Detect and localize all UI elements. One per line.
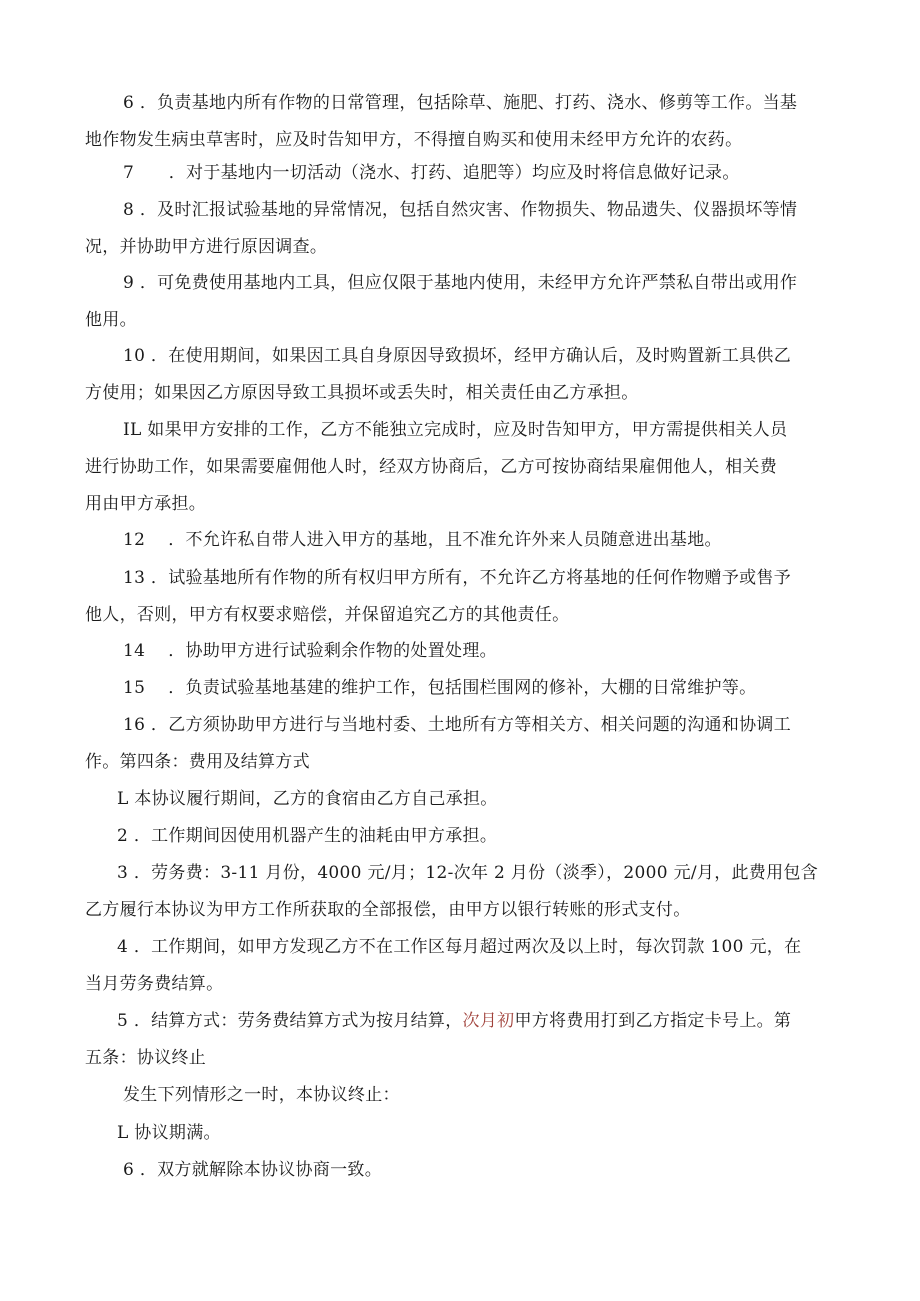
clause-9 [85,265,839,339]
text-line: L 本协议履行期间，乙方的食宿由乙方自己承担。 [117,789,498,809]
text-line: 16 ．乙方须协助甲方进行与当地村委、土地所有方等相关方、相关问题的沟通和协调工 [123,715,792,735]
clause-10 [85,338,839,412]
clause-12 [85,522,839,559]
text-line: 作。第四条：费用及结算方式 [85,752,310,772]
clause-14 [85,633,839,670]
text-line: 用由甲方承担。 [85,494,207,514]
clause-11 [85,412,839,523]
text-line: 14 ．协助甲方进行试验剩余作物的处置处理。 [123,641,497,661]
text-line: 进行协助工作，如果需要雇佣他人时，经双方协商后，乙方可按协商结果雇佣他人，相关费 [85,457,777,477]
text-line: 2 ．工作期间因使用机器产生的油耗由甲方承担。 [117,826,498,846]
text-line: 乙方履行本协议为甲方工作所获取的全部报偿，由甲方以银行转账的形式支付。 [85,900,691,920]
text-line: 五条：协议终止 [85,1048,207,1068]
text-segment: 5 ．结算方式：劳务费结算方式为按月结算， [117,1011,463,1031]
termination-intro [85,1077,839,1114]
text-line: 6 ．负责基地内所有作物的日常管理，包括除草、施肥、打药、浇水、修剪等工作。当基 [123,93,798,113]
text-line: 7 ．对于基地内一切活动（浇水、打药、追肥等）均应及时将信息做好记录。 [123,163,740,183]
text-line [85,1003,839,1040]
fee-item-3 [85,855,839,929]
text-line: 8 ．及时汇报试验基地的异常情况，包括自然灾害、作物损失、物品遗失、仪器损坏等情 [123,200,798,220]
text-line: 他人，否则，甲方有权要求赔偿，并保留追究乙方的其他责任。 [85,605,570,625]
text-line: 方使用；如果因乙方原因导致工具损坏或丢失时，相关责任由乙方承担。 [85,383,639,403]
text-line: 13 ．试验基地所有作物的所有权归甲方所有，不允许乙方将基地的任何作物赠予或售予 [123,568,792,588]
text-line: 9 ．可免费使用基地内工具，但应仅限于基地内使用，未经甲方允许严禁私自带出或用作 [123,273,798,293]
highlighted-text: 次月初 [462,1011,515,1031]
fee-item-1 [85,781,839,818]
text-line: IL 如果甲方安排的工作，乙方不能独立完成时，应及时告知甲方，甲方需提供相关人员 [123,420,788,440]
text-segment: 甲方将费用打到乙方指定卡号上。第 [514,1011,792,1031]
text-line: L 协议期满。 [117,1123,221,1143]
text-line: 当月劳务费结算。 [85,974,224,994]
text-line: 6 ．双方就解除本协议协商一致。 [123,1160,383,1180]
termination-item-2 [85,1152,839,1189]
termination-item-1 [85,1115,839,1152]
fee-item-4 [85,929,839,1003]
clause-15 [85,670,839,707]
clause-6 [85,85,839,159]
fee-item-2 [85,818,839,855]
text-line: 3 ．劳务费：3-11 月份，4000 元/月；12-次年 2 月份（淡季），2000 元/月，此费用包含 [117,863,819,883]
text-line: 况，并协助甲方进行原因调查。 [85,237,328,257]
text-line: 15 ．负责试验基地基建的维护工作，包括围栏围网的修补，大棚的日常维护等。 [123,678,757,698]
fee-item-5 [85,1003,839,1077]
text-line: 发生下列情形之一时，本协议终止： [123,1085,400,1105]
text-line: 10 ．在使用期间，如果因工具自身原因导致损坏，经甲方确认后，及时购置新工具供乙 [123,346,792,366]
clause-7 [85,155,839,192]
clause-16 [85,707,839,781]
text-line: 4 ．工作期间，如甲方发现乙方不在工作区每月超过两次及以上时，每次罚款 100 元，在 [117,937,802,957]
text-line: 他用。 [85,310,137,330]
text-line: 地作物发生病虫草害时，应及时告知甲方，不得擅自购买和使用未经甲方允许的农药。 [85,130,743,150]
clause-13 [85,560,839,634]
text-line: 12 ．不允许私自带人进入甲方的基地，且不准允许外来人员随意进出基地。 [123,530,722,550]
clause-8 [85,192,839,266]
